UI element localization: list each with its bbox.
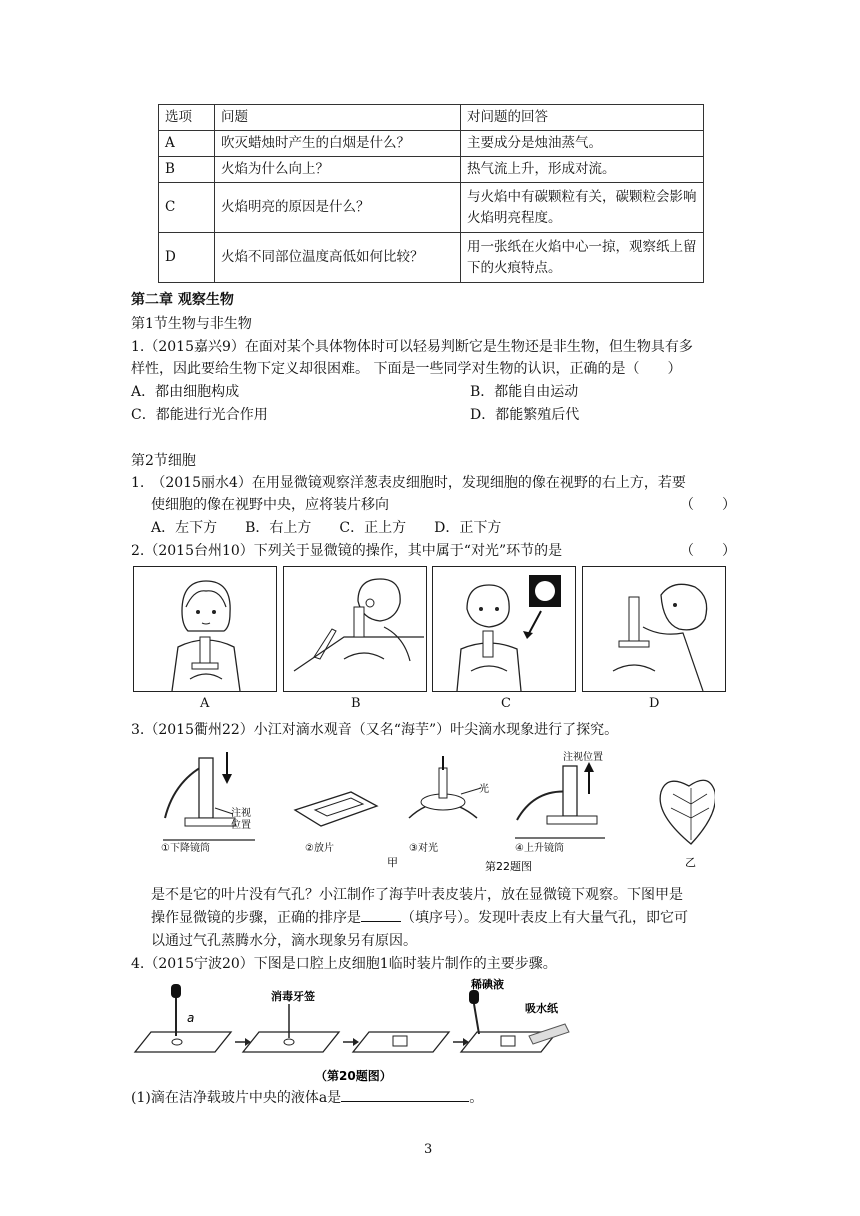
- question-text: 是不是它的叶片没有气孔？小江制作了海芋叶表皮装片，放在显微镜下观察。下图甲是: [151, 887, 683, 903]
- question-text-part: 操作显微镜的步骤，正确的排序是: [151, 910, 361, 926]
- section-title: 第2节细胞: [131, 453, 196, 469]
- table-cell: 与火焰中有碳颗粒有关，碳颗粒会影响火焰明亮程度。: [461, 183, 704, 233]
- question-text: 使细胞的像在视野中央，应将装片移向: [151, 497, 389, 513]
- slide-preparation-figure: [131, 976, 573, 1086]
- yi-label: 乙: [685, 856, 696, 869]
- question-text: [131, 1087, 483, 1109]
- slide-4: [461, 977, 569, 1052]
- figure-panel-a: [133, 566, 277, 692]
- toothpick-label: 消毒牙签: [271, 990, 315, 1003]
- figure-panel-b: [283, 566, 427, 692]
- figure-panel-c: [432, 566, 576, 692]
- step-label: ③对光: [409, 843, 438, 854]
- light-label: 光: [479, 784, 489, 795]
- table-cell: D: [159, 233, 215, 283]
- table-cell: 火焰明亮的原因是什么？: [215, 183, 461, 233]
- table-row: [159, 157, 704, 183]
- table-cell: 火焰为什么向上？: [215, 157, 461, 183]
- panel-label-c: C: [501, 696, 511, 711]
- table-cell: A: [159, 131, 215, 157]
- question-text: 以通过气孔蒸腾水分，滴水现象另有原因。: [151, 933, 417, 949]
- paper-label: 吸水纸: [525, 1002, 558, 1015]
- leaf-drawing: [660, 780, 715, 844]
- question-text: [151, 907, 688, 929]
- answer-blank[interactable]: [341, 1087, 469, 1102]
- question-text: 样性，因此要给生物下定义却很困难。 下面是一些同学对生物的认识，正确的是（ ）: [131, 361, 682, 377]
- slide-1: [135, 984, 231, 1052]
- boy-viewing-illustration: [583, 567, 725, 691]
- table-cell: 火焰不同部位温度高低如何比较？: [215, 233, 461, 283]
- answer-blank[interactable]: [361, 907, 401, 922]
- question-text-part: (1)滴在洁净载玻片中央的液体a是: [131, 1090, 342, 1106]
- question-options: A．左下方 B．右上方 C．正上方 D．正下方: [151, 520, 502, 536]
- panel-label-a: A: [200, 696, 210, 711]
- step4-drawing: [515, 751, 605, 854]
- boy-adjust-light-illustration: [433, 567, 575, 691]
- boy-drawing-illustration: [284, 567, 426, 691]
- watch-label: 位置: [231, 820, 251, 831]
- question-text: 4.（2015宁波20）下图是口腔上皮细胞1临时装片制作的主要步骤。: [131, 956, 557, 972]
- figure-caption: （第20题图）: [315, 1069, 392, 1083]
- table-header-cell: 对问题的回答: [461, 105, 704, 131]
- jia-label: 甲: [387, 856, 398, 869]
- table-header-cell: 选项: [159, 105, 215, 131]
- table-row: [159, 183, 704, 233]
- chapter-title: 第二章 观察生物: [131, 292, 234, 308]
- table-row: [159, 233, 704, 283]
- option-c: C．都能进行光合作用: [131, 407, 268, 423]
- step3-drawing: [409, 756, 489, 854]
- step-label: ②放片: [305, 843, 334, 854]
- panel-label-b: B: [351, 696, 361, 711]
- iodine-label: 稀碘液: [471, 978, 504, 991]
- figure-caption: 第22题图: [485, 860, 532, 873]
- question-text: 1.（2015嘉兴9）在面对某个具体物体时可以轻易判断它是生物还是非生物，但生物具有多: [131, 339, 693, 355]
- liquid-a-label: a: [187, 1011, 195, 1025]
- step-label: ④上升镜筒: [515, 843, 564, 854]
- table-cell: C: [159, 183, 215, 233]
- girl-microscope-illustration: [134, 567, 276, 691]
- table-cell: 用一张纸在火焰中心一掠，观察纸上留下的火痕特点。: [461, 233, 704, 283]
- panel-label-d: D: [649, 696, 660, 711]
- option-d: D．都能繁殖后代: [470, 407, 580, 423]
- slide-3: [353, 1032, 449, 1052]
- microscope-steps-figure: [155, 748, 715, 876]
- qa-table: [158, 104, 704, 283]
- question-text-part: 。: [469, 1090, 484, 1106]
- option-a: A．都由细胞构成: [131, 384, 240, 400]
- question-text: 2.（2015台州10）下列关于显微镜的操作，其中属于“对光”环节的是: [131, 543, 563, 559]
- answer-paren: （ ）: [680, 497, 736, 513]
- table-cell: 热气流上升，形成对流。: [461, 157, 704, 183]
- step1-drawing: [161, 752, 255, 854]
- table-cell: B: [159, 157, 215, 183]
- table-header-row: [159, 105, 704, 131]
- slide-2: [243, 989, 339, 1052]
- step2-drawing: [295, 792, 377, 854]
- answer-paren: （ ）: [680, 543, 736, 559]
- table-cell: 主要成分是烛油蒸气。: [461, 131, 704, 157]
- table-cell: 吹灭蜡烛时产生的白烟是什么？: [215, 131, 461, 157]
- watch-label: 注视位置: [563, 752, 603, 763]
- option-b: B．都能自由运动: [470, 384, 579, 400]
- section-title: 第1节生物与非生物: [131, 316, 252, 332]
- question-text: 1. （2015丽水4）在用显微镜观察洋葱表皮细胞时，发现细胞的像在视野的右上方，若要: [131, 475, 686, 491]
- table-row: [159, 131, 704, 157]
- question-text-part: （填序号）。发现叶表皮上有大量气孔，即它可: [401, 910, 688, 926]
- page-number: 3: [424, 1142, 433, 1157]
- step-label: ①下降镜筒: [161, 843, 210, 854]
- watch-label: 注视: [231, 808, 251, 819]
- figure-panel-d: [582, 566, 726, 692]
- question-text: 3.（2015衢州22）小江对滴水观音（又名“海芋”）叶尖滴水现象进行了探究。: [131, 722, 619, 738]
- table-header-cell: 问题: [215, 105, 461, 131]
